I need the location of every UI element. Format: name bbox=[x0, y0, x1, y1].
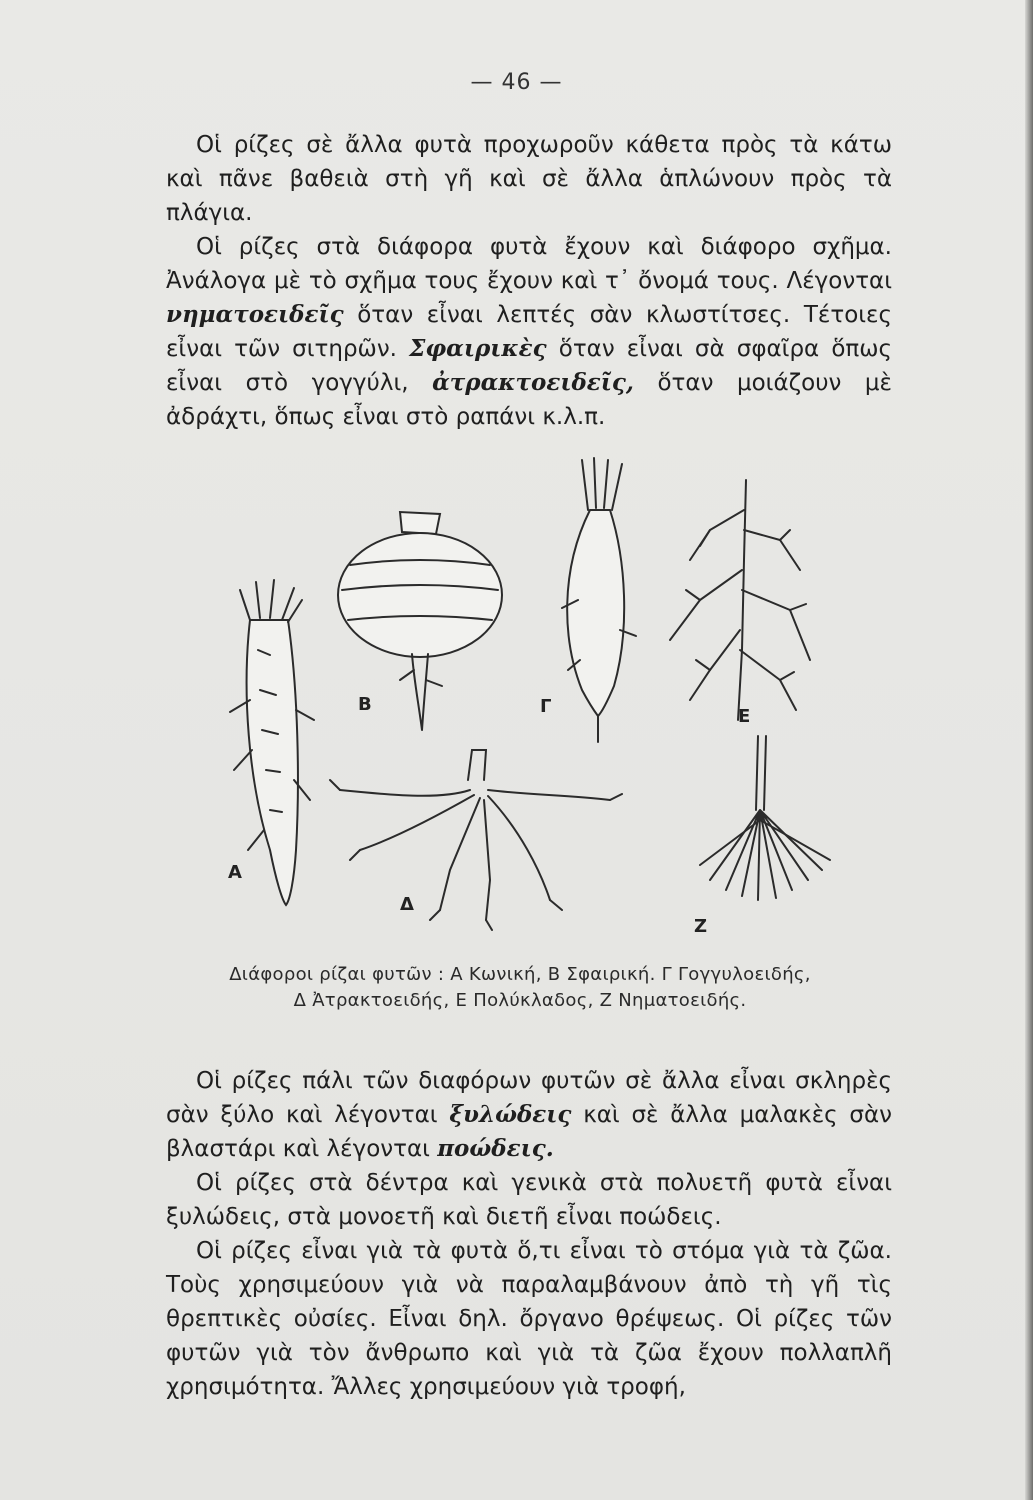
paragraph-1: Οἱ ρίζες σὲ ἄλλα φυτὰ προχωροῦν κάθετα πρὸς τὰ κάτω καὶ πᾶνε βαθειὰ στὴ γῆ καὶ σὲ ἄλλα ἁπλώνουν πρὸς τὰ πλάγια. bbox=[166, 132, 892, 226]
figure-letter-a: Α bbox=[228, 862, 242, 883]
root-conical-drawing bbox=[230, 580, 314, 905]
term-spherical: Σφαιρικὲς bbox=[409, 335, 547, 362]
roots-drawing bbox=[190, 450, 890, 950]
term-herbaceous: ποώδεις. bbox=[437, 1135, 554, 1162]
figure-letter-d: Δ bbox=[400, 894, 414, 915]
term-woody: ξυλώδεις bbox=[449, 1101, 572, 1128]
paragraph-3-text-b: καὶ σὲ ἄλλα μαλακὲς σὰν βλαστάρι καὶ λέγονται bbox=[166, 1102, 892, 1162]
text-block-bottom bbox=[166, 1064, 892, 1404]
text-block-top bbox=[166, 128, 892, 434]
page-number: — 46 — bbox=[470, 70, 563, 95]
figure-letter-z: Ζ bbox=[694, 916, 708, 937]
paragraph-2-text-d: ὅταν μοιάζουν μὲ ἀδράχτι, ὅπως εἶναι στὸ ραπάνι κ.λ.π. bbox=[166, 370, 892, 430]
term-filamentous: νηματοειδεῖς bbox=[166, 301, 344, 328]
roots-illustration bbox=[190, 450, 890, 950]
paragraph-4: Οἱ ρίζες στὰ δέντρα καὶ γενικὰ στὰ πολυετῆ φυτὰ εἶναι ξυλώδεις, στὰ μονοετῆ καὶ διετῆ εἶναι ποώδεις. bbox=[166, 1170, 892, 1230]
paragraph-3 bbox=[166, 1064, 892, 1166]
paragraph-2 bbox=[166, 230, 892, 434]
figure-letter-b: Β bbox=[358, 694, 372, 715]
root-branched-drawing bbox=[670, 480, 810, 720]
root-tuberous-drawing bbox=[562, 458, 636, 742]
figure-letter-e: Ε bbox=[738, 706, 751, 727]
paragraph-2-text-c: ὅταν εἶναι σὰ σφαῖρα ὅπως εἶναι στὸ γογγύλι, bbox=[166, 336, 892, 396]
figure-letter-g: Γ bbox=[540, 696, 552, 717]
figure-caption bbox=[150, 962, 890, 1014]
root-fibrous-drawing bbox=[700, 736, 830, 900]
caption-line-2: Δ Ἀτρακτοειδής, Ε Πολύκλαδος, Ζ Νηματοειδής. bbox=[293, 990, 747, 1011]
page-edge-shadow bbox=[1025, 0, 1033, 1500]
paragraph-3-text-a: Οἱ ρίζες πάλι τῶν διαφόρων φυτῶν σὲ ἄλλα εἶναι σκληρὲς σὰν ξύλο καὶ λέγονται bbox=[166, 1068, 892, 1128]
paragraph-2-text-b: ὅταν εἶναι λεπτές σὰν κλωστίτσες. Τέτοιες εἶναι τῶν σιτηρῶν. bbox=[166, 302, 892, 362]
caption-line-1: Διάφοροι ρίζαι φυτῶν : Α Κωνική, Β Σφαιρική. Γ Γογγυλοειδής, bbox=[229, 964, 811, 985]
root-spreading-drawing bbox=[330, 750, 622, 930]
term-fusiform: ἀτρακτοειδεῖς, bbox=[432, 369, 634, 396]
paragraph-5: Οἱ ρίζες εἶναι γιὰ τὰ φυτὰ ὅ,τι εἶναι τὸ στόμα γιὰ τὰ ζῶα. Τοὺς χρησιμεύουν γιὰ νὰ παραλαμβάνουν ἀπὸ τὴ γῆ τὶς θρεπτικὲς οὐσίες. Εἶναι δηλ. ὄργανο θρέψεως. Οἱ ρίζες τῶν φυτῶν γιὰ τὸν ἄνθρωπο καὶ γιὰ τὰ ζῶα ἔχουν πολλαπλῆ χρησιμότητα. Ἄλλες χρησιμεύουν γιὰ τροφή, bbox=[166, 1238, 892, 1400]
paragraph-2-text-a: Οἱ ρίζες στὰ διάφορα φυτὰ ἔχουν καὶ διάφορο σχῆμα. Ἀνάλογα μὲ τὸ σχῆμα τους ἔχουν καὶ τ᾽ ὄνομά τους. Λέγονται bbox=[166, 234, 892, 294]
